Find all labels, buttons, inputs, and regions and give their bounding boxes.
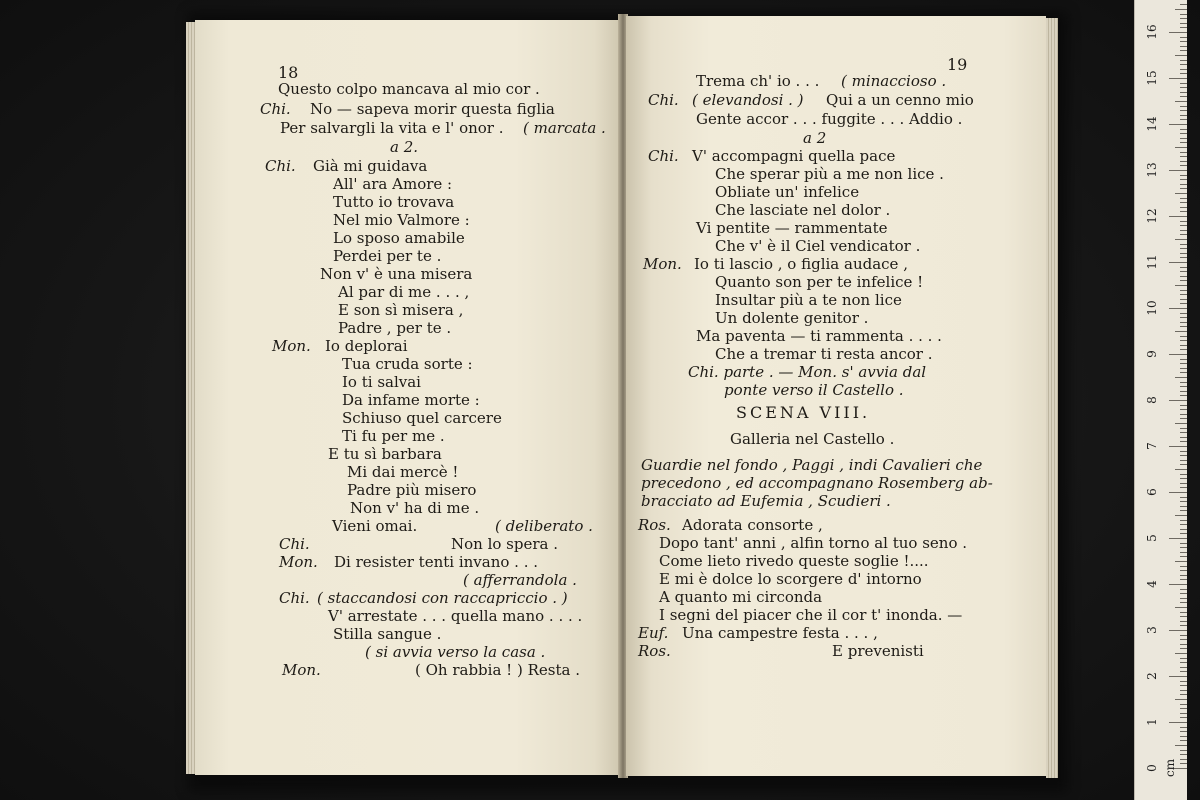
text-line: Mi dai mercè ! <box>347 463 459 481</box>
ruler-tick <box>1180 441 1187 442</box>
scene-heading: SCENA VIII. <box>736 403 871 422</box>
ruler-tick <box>1180 363 1187 364</box>
ruler-tick <box>1180 110 1187 111</box>
ruler-tick <box>1180 202 1187 203</box>
ruler-tick <box>1180 165 1187 166</box>
ruler-tick <box>1180 639 1187 640</box>
ruler-tick <box>1180 18 1187 19</box>
text-line: Ti fu per me . <box>342 427 445 445</box>
ruler-tick <box>1180 579 1187 580</box>
ruler-tick <box>1180 409 1187 410</box>
ruler-tick <box>1169 78 1187 79</box>
ruler-tick <box>1180 717 1187 718</box>
page-number: 18 <box>278 63 299 82</box>
ruler-tick <box>1180 694 1187 695</box>
ruler-tick <box>1180 736 1187 737</box>
text-line: Quanto son per te infelice ! <box>715 273 924 291</box>
ruler-label: 5 <box>1145 534 1159 542</box>
speaker-label: Mon. <box>643 255 682 273</box>
text-line: Padre , per te . <box>338 319 452 337</box>
ruler-tick <box>1180 460 1187 461</box>
ruler-tick <box>1180 299 1187 300</box>
stage-direction: precedono , ed accompagnano Rosemberg ab- <box>641 474 993 492</box>
ruler-tick <box>1169 354 1187 355</box>
ruler-tick <box>1180 276 1187 277</box>
ruler-tick <box>1180 156 1187 157</box>
ruler-label: 10 <box>1145 300 1159 316</box>
ruler-tick <box>1180 248 1187 249</box>
ruler-tick <box>1180 621 1187 622</box>
ruler-tick <box>1180 474 1187 475</box>
speaker-label: Chi. <box>260 100 291 118</box>
ruler-tick <box>1180 179 1187 180</box>
text-line: Qui a un cenno mio <box>826 91 974 109</box>
ruler-tick <box>1180 644 1187 645</box>
ruler-tick <box>1180 382 1187 383</box>
ruler-tick <box>1180 175 1187 176</box>
ruler-tick <box>1180 750 1187 751</box>
ruler-tick <box>1180 92 1187 93</box>
scene-location: Galleria nel Castello . <box>730 430 895 448</box>
text-line: E mi è dolce lo scorgere d' intorno <box>659 570 922 588</box>
ruler-tick <box>1180 478 1187 479</box>
ruler-label: 0 cm <box>1145 758 1177 777</box>
ruler-tick <box>1175 285 1187 286</box>
ruler-tick <box>1180 27 1187 28</box>
stage-direction: ( marcata . <box>523 119 606 137</box>
ruler-tick <box>1180 529 1187 530</box>
ruler-tick <box>1180 575 1187 576</box>
ruler-tick <box>1175 423 1187 424</box>
ruler-label: 15 <box>1145 70 1159 86</box>
text-line: Insultar più a te non lice <box>715 291 902 309</box>
speaker-label: Ros. <box>638 642 671 660</box>
text-line: Obliate un' infelice <box>715 183 860 201</box>
text-line: a 2. <box>390 138 419 156</box>
ruler-tick <box>1175 469 1187 470</box>
ruler-tick <box>1180 14 1187 15</box>
ruler-tick <box>1180 326 1187 327</box>
ruler-tick <box>1180 552 1187 553</box>
ruler-tick <box>1180 570 1187 571</box>
ruler-tick <box>1180 428 1187 429</box>
ruler-tick <box>1180 598 1187 599</box>
ruler-tick <box>1175 561 1187 562</box>
ruler-tick <box>1180 115 1187 116</box>
ruler-tick <box>1175 653 1187 654</box>
ruler-tick <box>1180 727 1187 728</box>
ruler-tick <box>1180 547 1187 548</box>
text-line: Che a tremar ti resta ancor . <box>715 345 933 363</box>
text-line: Non lo spera . <box>451 535 559 553</box>
ruler-tick <box>1169 676 1187 677</box>
ruler-tick <box>1180 437 1187 438</box>
ruler-tick <box>1180 501 1187 502</box>
ruler-tick <box>1180 129 1187 130</box>
text-line: Io ti salvai <box>342 373 421 391</box>
stage-direction: ( si avvia verso la casa . <box>365 643 546 661</box>
ruler-tick <box>1180 671 1187 672</box>
ruler-tick <box>1175 9 1187 10</box>
text-line: Ma paventa — ti rammenta . . . . <box>696 327 942 345</box>
text-line: Adorata consorte , <box>682 516 823 534</box>
ruler-tick <box>1180 198 1187 199</box>
left-page <box>195 20 620 775</box>
text-line: Lo sposo amabile <box>333 229 465 247</box>
text-line: Questo colpo mancava al mio cor . <box>278 80 540 98</box>
ruler-tick <box>1180 142 1187 143</box>
ruler-tick <box>1169 32 1187 33</box>
text-line: Schiuso quel carcere <box>342 409 502 427</box>
ruler-tick <box>1180 340 1187 341</box>
ruler-label: 1 <box>1145 718 1159 726</box>
text-line: Non v' ha di me . <box>350 499 480 517</box>
text-line: Al par di me . . . , <box>338 283 470 301</box>
ruler-tick <box>1180 64 1187 65</box>
ruler-tick <box>1180 602 1187 603</box>
ruler-tick <box>1175 101 1187 102</box>
ruler-tick <box>1180 589 1187 590</box>
ruler-tick <box>1180 313 1187 314</box>
ruler-tick <box>1180 73 1187 74</box>
ruler-tick <box>1180 593 1187 594</box>
text-line: Per salvargli la vita e l' onor . <box>280 119 504 137</box>
text-line: Da infame morte : <box>342 391 480 409</box>
ruler-label: 13 <box>1145 162 1159 178</box>
stage-direction: Chi. parte . — Mon. s' avvia dal <box>688 363 927 381</box>
ruler-tick <box>1180 271 1187 272</box>
ruler-tick <box>1169 584 1187 585</box>
ruler-tick <box>1180 4 1187 5</box>
ruler-tick <box>1169 492 1187 493</box>
text-line: Vieni omai. <box>332 517 418 535</box>
ruler-tick <box>1180 221 1187 222</box>
ruler-label: 12 <box>1145 208 1159 224</box>
ruler-tick <box>1169 722 1187 723</box>
text-line: V' accompagni quella pace <box>692 147 896 165</box>
ruler-tick <box>1175 699 1187 700</box>
speaker-label: Mon. <box>272 337 311 355</box>
ruler-tick <box>1180 317 1187 318</box>
ruler-label: 2 <box>1145 672 1159 680</box>
ruler-tick <box>1169 308 1187 309</box>
ruler-tick <box>1180 50 1187 51</box>
text-line: Che sperar più a me non lice . <box>715 165 944 183</box>
ruler-tick <box>1180 405 1187 406</box>
ruler-tick <box>1175 331 1187 332</box>
text-line: Io deplorai <box>325 337 408 355</box>
ruler-tick <box>1180 253 1187 254</box>
ruler-label: 14 <box>1145 116 1159 132</box>
ruler-tick <box>1180 483 1187 484</box>
ruler-tick <box>1180 152 1187 153</box>
speaker-label: Chi. <box>265 157 296 175</box>
ruler-tick <box>1180 533 1187 534</box>
ruler-tick <box>1180 225 1187 226</box>
text-line: Un dolente genitor . <box>715 309 869 327</box>
ruler-tick <box>1180 257 1187 258</box>
ruler-tick <box>1180 658 1187 659</box>
ruler-label: 9 <box>1145 350 1159 358</box>
ruler-tick <box>1175 607 1187 608</box>
ruler-tick <box>1180 543 1187 544</box>
ruler-tick <box>1175 193 1187 194</box>
ruler-tick <box>1169 630 1187 631</box>
ruler-tick <box>1180 754 1187 755</box>
ruler-tick <box>1180 662 1187 663</box>
measurement-ruler <box>1134 0 1187 800</box>
text-line: ( Oh rabbia ! ) Resta . <box>415 661 580 679</box>
ruler-tick <box>1180 635 1187 636</box>
text-line: Tutto io trovava <box>333 193 455 211</box>
ruler-tick <box>1180 294 1187 295</box>
stage-direction: ponte verso il Castello . <box>724 381 904 399</box>
text-line: Dopo tant' anni , alfin torno al tuo seno . <box>659 534 968 552</box>
ruler-tick <box>1180 60 1187 61</box>
speaker-label: Euf. <box>638 624 669 642</box>
ruler-tick <box>1180 69 1187 70</box>
ruler-tick <box>1180 685 1187 686</box>
ruler-tick <box>1180 386 1187 387</box>
ruler-tick <box>1180 87 1187 88</box>
ruler-tick <box>1180 681 1187 682</box>
ruler-tick <box>1180 368 1187 369</box>
ruler-tick <box>1180 566 1187 567</box>
speaker-label: Mon. <box>279 553 318 571</box>
ruler-tick <box>1180 336 1187 337</box>
ruler-tick <box>1180 763 1187 764</box>
ruler-tick <box>1180 497 1187 498</box>
text-line: E tu sì barbara <box>328 445 442 463</box>
speaker-label: Mon. <box>282 661 321 679</box>
ruler-tick <box>1180 648 1187 649</box>
ruler-tick <box>1180 464 1187 465</box>
ruler-tick <box>1180 391 1187 392</box>
ruler-label: 11 <box>1145 254 1159 270</box>
ruler-tick <box>1175 745 1187 746</box>
ruler-tick <box>1180 207 1187 208</box>
ruler-tick <box>1175 147 1187 148</box>
ruler-tick <box>1180 506 1187 507</box>
ruler-tick <box>1180 690 1187 691</box>
speaker-label: Chi. <box>648 147 679 165</box>
ruler-tick <box>1180 106 1187 107</box>
stage-direction: ( elevandosi . ) <box>692 91 804 109</box>
ruler-tick <box>1175 239 1187 240</box>
text-line: Non v' è una misera <box>320 265 473 283</box>
text-line: a 2 <box>803 129 827 147</box>
speaker-label: Chi. <box>279 589 310 607</box>
ruler-tick <box>1169 538 1187 539</box>
ruler-tick <box>1169 216 1187 217</box>
stage-direction: bracciato ad Eufemia , Scudieri . <box>641 492 891 510</box>
text-line: Padre più misero <box>347 481 477 499</box>
text-line: V' arrestate . . . quella mano . . . . <box>328 607 583 625</box>
ruler-tick <box>1180 161 1187 162</box>
text-line: Già mi guidava <box>313 157 428 175</box>
ruler-label: 8 <box>1145 396 1159 404</box>
text-line: Gente accor . . . fuggite . . . Addio . <box>696 110 963 128</box>
text-line: Perdei per te . <box>333 247 442 265</box>
ruler-tick <box>1180 510 1187 511</box>
right-page <box>626 16 1046 776</box>
ruler-tick <box>1180 372 1187 373</box>
text-line: No — sapeva morir questa figlia <box>310 100 555 118</box>
ruler-tick <box>1180 487 1187 488</box>
text-line: Nel mio Valmore : <box>333 211 470 229</box>
ruler-tick <box>1180 119 1187 120</box>
ruler-tick <box>1180 418 1187 419</box>
ruler-tick <box>1180 432 1187 433</box>
speaker-label: Chi. <box>648 91 679 109</box>
ruler-tick <box>1169 400 1187 401</box>
ruler-tick <box>1180 41 1187 42</box>
ruler-label: 7 <box>1145 442 1159 450</box>
ruler-tick <box>1180 184 1187 185</box>
ruler-tick <box>1180 520 1187 521</box>
ruler-tick <box>1180 83 1187 84</box>
ruler-label: 16 <box>1145 24 1159 40</box>
ruler-tick <box>1180 230 1187 231</box>
stage-direction: ( minaccioso . <box>841 72 947 90</box>
text-line: Come lieto rivedo queste soglie !.... <box>659 552 929 570</box>
ruler-tick <box>1169 262 1187 263</box>
ruler-tick <box>1180 451 1187 452</box>
speaker-label: Chi. <box>279 535 310 553</box>
ruler-tick <box>1180 23 1187 24</box>
text-line: I segni del piacer che il cor t' inonda. — <box>659 606 963 624</box>
ruler-tick <box>1180 731 1187 732</box>
ruler-tick <box>1180 455 1187 456</box>
page-number: 19 <box>947 55 968 74</box>
ruler-tick <box>1180 96 1187 97</box>
text-line: Vi pentite — rammentate <box>696 219 888 237</box>
ruler-tick <box>1175 515 1187 516</box>
ruler-tick <box>1180 244 1187 245</box>
ruler-tick <box>1180 349 1187 350</box>
ruler-label: 6 <box>1145 488 1159 496</box>
ruler-tick <box>1180 345 1187 346</box>
ruler-tick <box>1180 759 1187 760</box>
ruler-tick <box>1180 556 1187 557</box>
ruler-tick <box>1169 446 1187 447</box>
ruler-tick <box>1175 55 1187 56</box>
ruler-tick <box>1180 280 1187 281</box>
ruler-tick <box>1180 138 1187 139</box>
text-line: Io ti lascio , o figlia audace , <box>694 255 908 273</box>
stage-direction: ( staccandosi con raccapriccio . ) <box>317 589 568 607</box>
ruler-tick <box>1169 124 1187 125</box>
ruler-tick <box>1180 740 1187 741</box>
text-line: Tua cruda sorte : <box>342 355 473 373</box>
ruler-tick <box>1180 359 1187 360</box>
ruler-tick <box>1180 234 1187 235</box>
ruler-tick <box>1180 708 1187 709</box>
ruler-tick <box>1180 211 1187 212</box>
ruler-tick <box>1180 625 1187 626</box>
ruler-tick <box>1180 704 1187 705</box>
ruler-tick <box>1169 170 1187 171</box>
text-line: Che v' è il Ciel vendicator . <box>715 237 921 255</box>
text-line: Di resister tenti invano . . . <box>334 553 539 571</box>
ruler-tick <box>1180 322 1187 323</box>
stage-direction: ( deliberato . <box>495 517 593 535</box>
ruler-tick <box>1180 133 1187 134</box>
ruler-tick <box>1175 377 1187 378</box>
ruler-tick <box>1180 414 1187 415</box>
ruler-tick <box>1180 612 1187 613</box>
ruler-tick <box>1180 713 1187 714</box>
ruler-label: 4 <box>1145 580 1159 588</box>
ruler-tick <box>1180 667 1187 668</box>
ruler-tick <box>1180 303 1187 304</box>
speaker-label: Ros. <box>638 516 671 534</box>
stage-direction: Guardie nel fondo , Paggi , indi Cavalieri che <box>641 456 983 474</box>
text-line: Trema ch' io . . . <box>696 72 820 90</box>
ruler-tick <box>1180 290 1187 291</box>
ruler-label: 3 <box>1145 626 1159 634</box>
ruler-tick <box>1180 267 1187 268</box>
text-line: Una campestre festa . . . , <box>682 624 878 642</box>
text-line: Che lasciate nel dolor . <box>715 201 891 219</box>
ruler-tick <box>1180 37 1187 38</box>
ruler-tick <box>1180 524 1187 525</box>
ruler-tick <box>1180 188 1187 189</box>
ruler-tick <box>1180 46 1187 47</box>
right-page-edges <box>1046 18 1058 778</box>
ruler-tick <box>1180 395 1187 396</box>
text-line: E prevenisti <box>832 642 924 660</box>
ruler-tick <box>1180 616 1187 617</box>
text-line: All' ara Amore : <box>333 175 453 193</box>
text-line: Stilla sangue . <box>333 625 442 643</box>
text-line: E son sì misera , <box>338 301 464 319</box>
text-line: A quanto mi circonda <box>659 588 823 606</box>
stage-direction: ( afferrandola . <box>463 571 577 589</box>
